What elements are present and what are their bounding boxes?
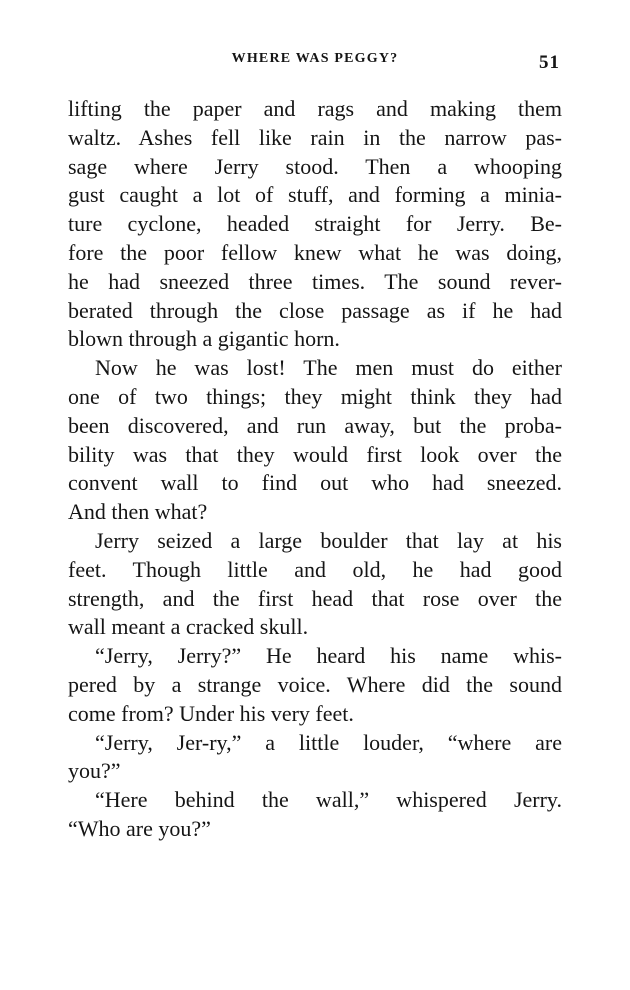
text-line: ture cyclone, headed straight for Jerry. Be- (68, 211, 562, 237)
text-line: he had sneezed three times. The sound rever- (68, 268, 562, 294)
text-line: waltz. Ashes fell like rain in the narrow pas- (68, 124, 562, 150)
text-line: blown through a gigantic horn. (68, 326, 340, 352)
page-number: 51 (539, 52, 560, 73)
text-line: “Who are you?” (68, 815, 211, 841)
running-head (68, 51, 562, 75)
text-line: “Jerry, Jerry?” He heard his name whis- (95, 643, 562, 669)
text-line: wall meant a cracked skull. (68, 614, 309, 640)
text-line: Jerry seized a large boulder that lay at his (95, 527, 562, 553)
text-line: And then what? (68, 499, 208, 525)
text-line: come from? Under his very feet. (68, 700, 354, 726)
text-line: “Jerry, Jer-ry,” a little louder, “where are (95, 729, 562, 755)
body-text (68, 95, 562, 844)
text-line: Now he was lost! The men must do either (95, 355, 562, 381)
text-line: bility was that they would first look over the (68, 441, 562, 467)
text-line: you?” (68, 758, 121, 784)
text-line: fore the poor fellow knew what he was doing, (68, 239, 562, 265)
text-line: been discovered, and run away, but the proba- (68, 412, 562, 438)
text-line: lifting the paper and rags and making them (68, 96, 562, 121)
text-line: strength, and the first head that rose over the (68, 585, 562, 611)
text-line: berated through the close passage as if he had (68, 297, 562, 323)
text-line: one of two things; they might think they had (68, 383, 562, 409)
text-line: feet. Though little and old, he had good (68, 556, 562, 582)
text-line: pered by a strange voice. Where did the sound (68, 671, 562, 697)
text-line: convent wall to find out who had sneezed. (68, 470, 562, 496)
chapter-title: WHERE WAS PEGGY? (231, 51, 399, 66)
text-line: “Here behind the wall,” whispered Jerry. (95, 787, 562, 813)
text-line: sage where Jerry stood. Then a whooping (68, 153, 562, 179)
text-line: gust caught a lot of stuff, and forming a minia- (68, 182, 562, 208)
